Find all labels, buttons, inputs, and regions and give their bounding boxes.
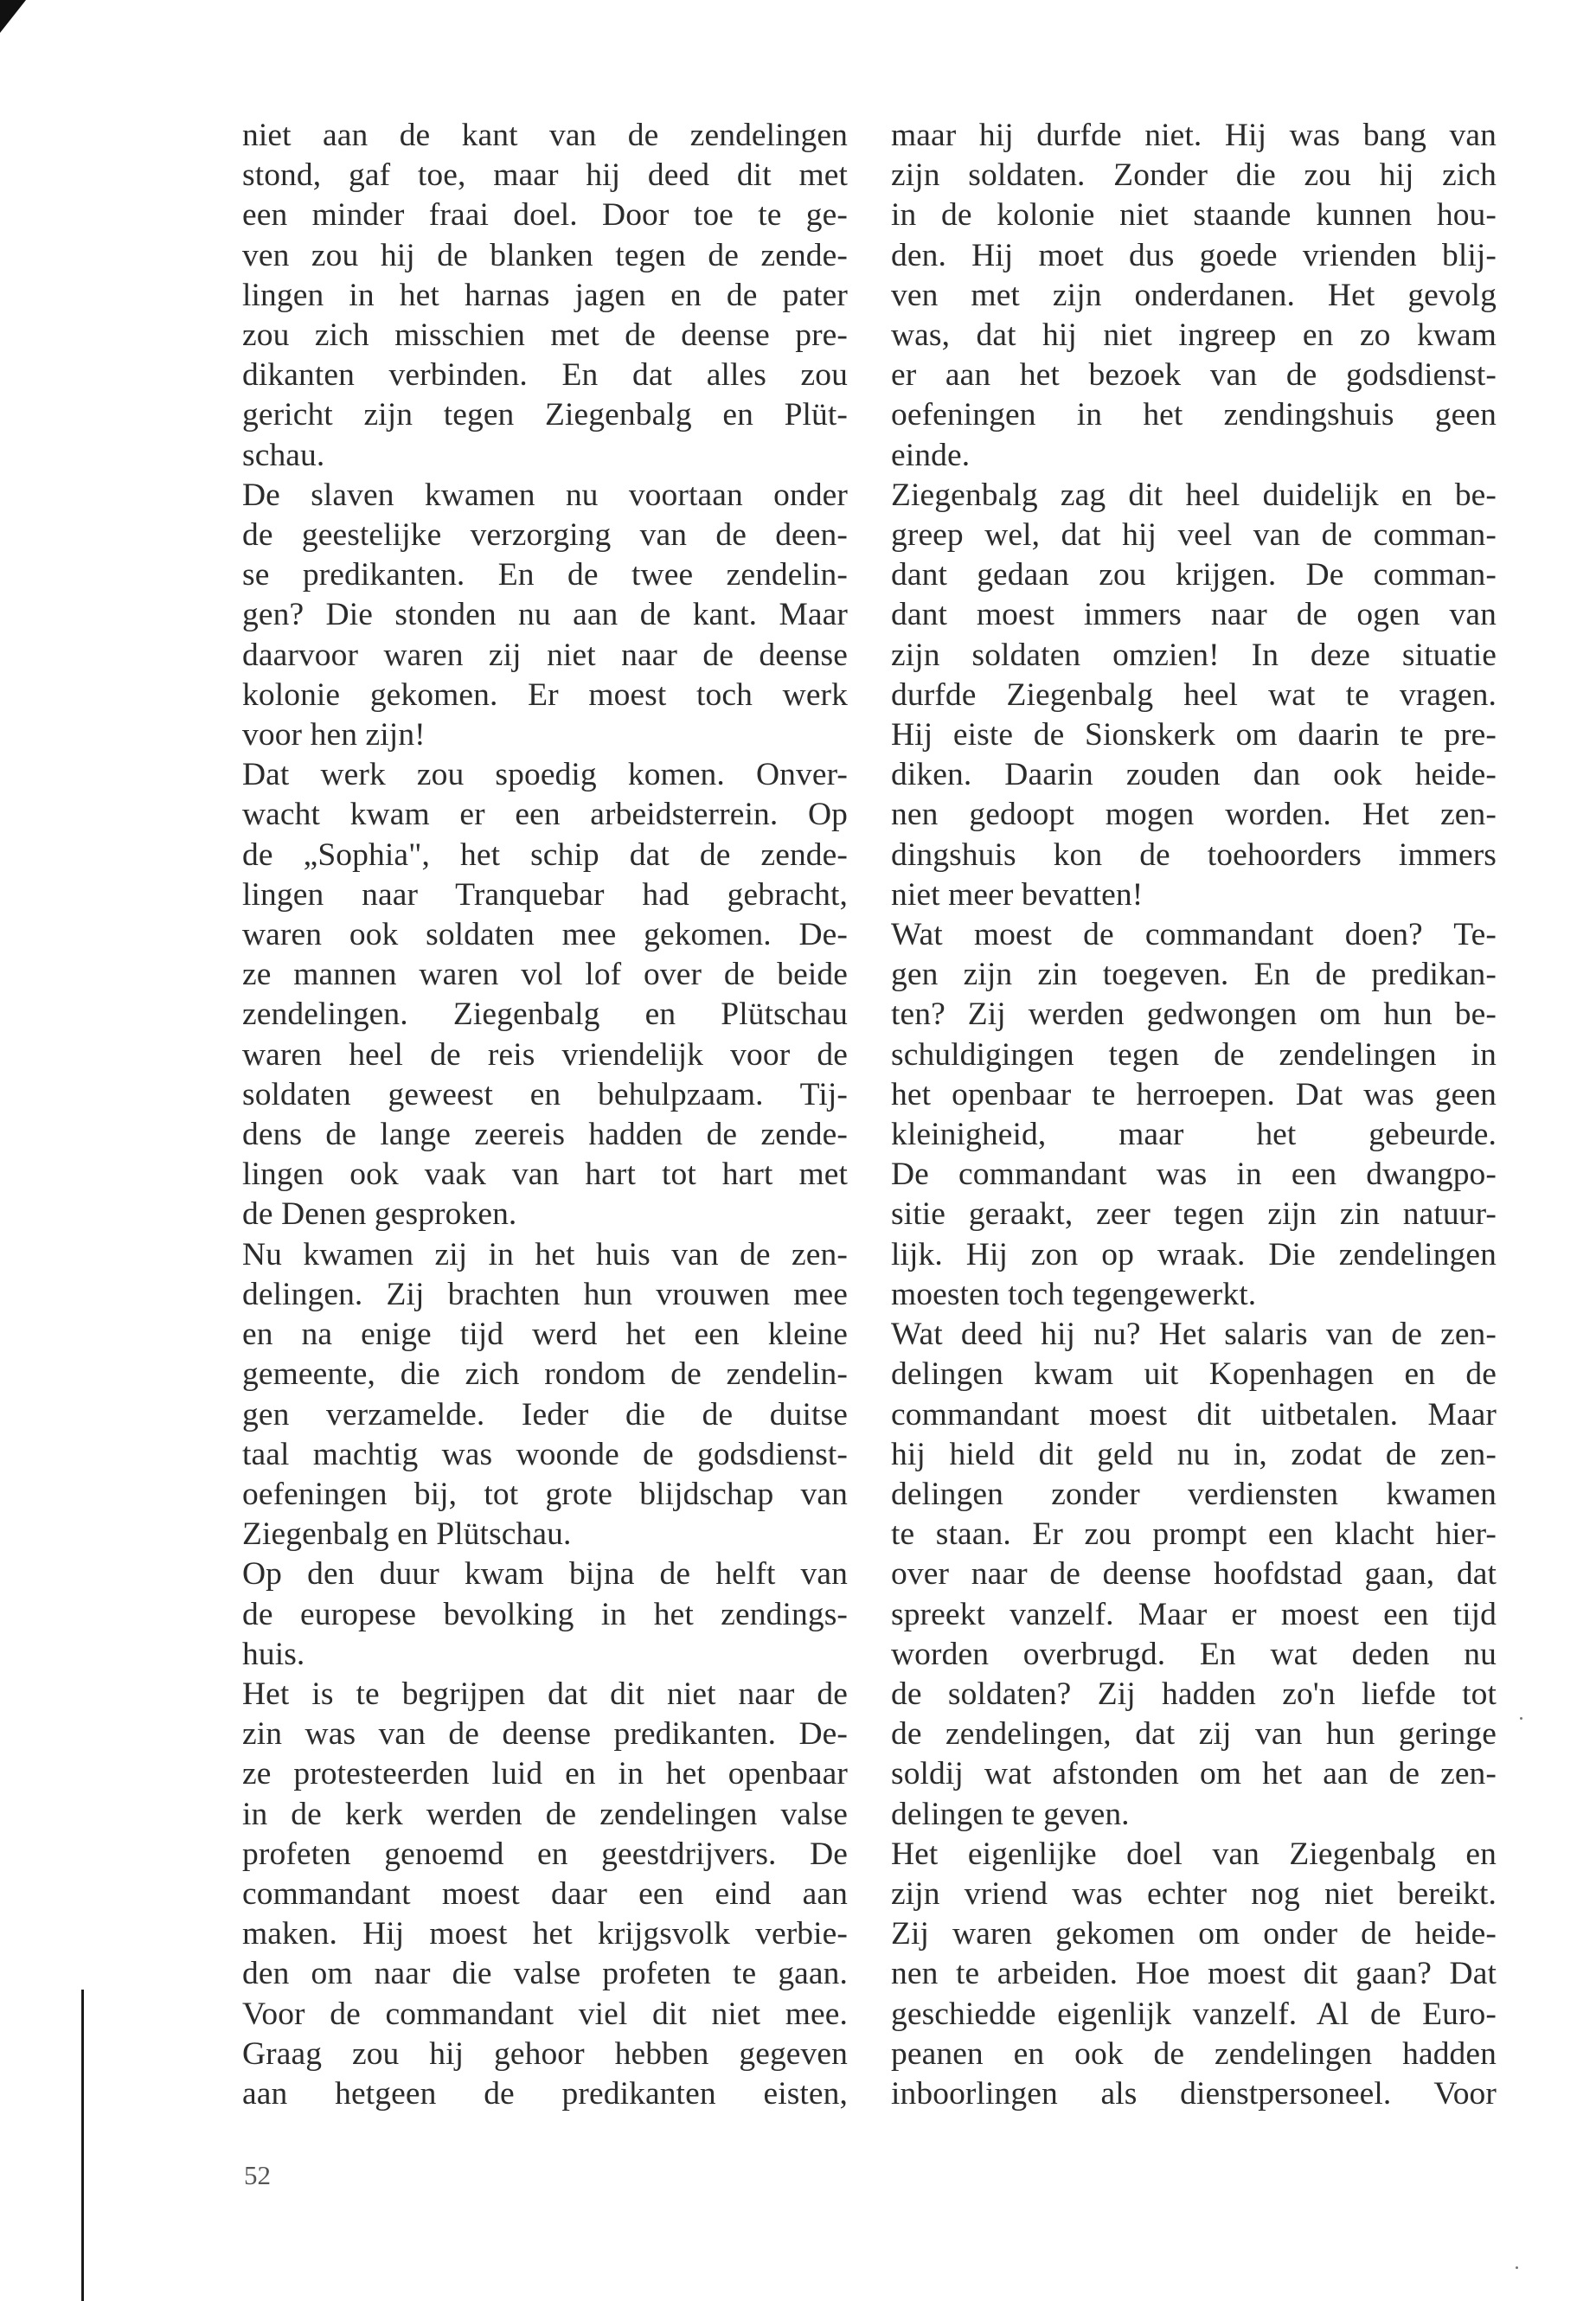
text-line: soldaten geweest en behulpzaam. Tij- — [242, 1076, 848, 1112]
text-line: schau. — [242, 437, 325, 473]
text-line: Graag zou hij gehoor hebben gegeven — [242, 2035, 848, 2072]
text-line: Wat deed hij nu? Het salaris van de zen- — [891, 1317, 1497, 1353]
text-line: schuldigingen tegen de zendelingen in — [891, 1036, 1497, 1073]
right-text-column — [891, 116, 1497, 2114]
text-line: Hij eiste de Sionskerk om daarin te pre- — [891, 717, 1497, 753]
text-line: dingshuis kon de toehoorders immers — [891, 836, 1497, 873]
text-line: kolonie gekomen. Er moest toch werk — [242, 676, 848, 713]
left-text-column — [242, 116, 848, 2114]
text-line: oefeningen bij, tot grote blijdschap van — [242, 1476, 848, 1512]
text-line: soldij wat afstonden om het aan de zen- — [891, 1756, 1497, 1792]
text-line: delingen kwam uit Kopenhagen en de — [891, 1356, 1497, 1393]
text-line: dant gedaan zou krijgen. De comman- — [891, 557, 1497, 593]
text-line: over naar de deense hoofdstad gaan, dat — [891, 1556, 1497, 1593]
text-line: ten? Zij werden gedwongen om hun be- — [891, 997, 1497, 1033]
text-line: lingen in het harnas jagen en de pater — [242, 277, 848, 313]
text-line: nen te arbeiden. Hoe moest dit gaan? Dat — [891, 1956, 1497, 1992]
text-line: gen verzamelde. Ieder die de duitse — [242, 1396, 848, 1433]
text-line: geschiedde eigenlijk vanzelf. Al de Euro- — [891, 1996, 1497, 2032]
text-line: de zendelingen, dat zij van hun geringe — [891, 1716, 1497, 1753]
text-line: de „Sophia", het schip dat de zende- — [242, 836, 848, 873]
text-line: de Denen gesproken. — [242, 1196, 517, 1233]
text-line: zijn soldaten omzien! In deze situatie — [891, 637, 1497, 673]
text-line: zou zich misschien met de deense pre- — [242, 317, 848, 354]
text-line: commandant moest daar een eind aan — [242, 1875, 848, 1912]
text-line: worden overbrugd. En wat deden nu — [891, 1636, 1497, 1672]
text-line: maar hij durfde niet. Hij was bang van — [891, 118, 1497, 153]
text-line: kleinigheid, maar het gebeurde. — [891, 1117, 1497, 1153]
text-line: wacht kwam er een arbeidsterrein. Op — [242, 797, 848, 833]
text-line: inboorlingen als dienstpersoneel. Voor — [891, 2075, 1497, 2112]
text-line: dikanten verbinden. En dat alles zou — [242, 357, 848, 394]
text-line: delingen zonder verdiensten kwamen — [891, 1476, 1497, 1512]
text-line: er aan het bezoek van de godsdienst- — [891, 357, 1497, 394]
text-line: De commandant was in een dwangpo- — [891, 1157, 1497, 1193]
text-line: profeten genoemd en geestdrijvers. De — [242, 1836, 848, 1872]
text-line: Wat moest de commandant doen? Te- — [891, 917, 1497, 953]
text-line: commandant moest dit uitbetalen. Maar — [891, 1396, 1497, 1433]
text-line: aan hetgeen de predikanten eisten, — [242, 2075, 848, 2112]
text-line: de europese bevolking in het zendings- — [242, 1596, 848, 1632]
text-line: stond, gaf toe, maar hij deed dit met — [242, 157, 848, 194]
text-line: waren ook soldaten mee gekomen. De- — [242, 917, 848, 953]
text-line: gen? Die stonden nu aan de kant. Maar — [242, 597, 848, 633]
text-line: dant moest immers naar de ogen van — [891, 597, 1497, 633]
text-line: zendelingen. Ziegenbalg en Plütschau — [242, 997, 848, 1033]
text-line: de soldaten? Zij hadden zo'n liefde tot — [891, 1676, 1497, 1712]
text-line: oefeningen in het zendingshuis geen — [891, 397, 1497, 433]
text-line: ze mannen waren vol lof over de beide — [242, 957, 848, 993]
text-line: moesten toch tegengewerkt. — [891, 1276, 1257, 1312]
text-line: zijn soldaten. Zonder die zou hij zich — [891, 157, 1497, 194]
text-line: huis. — [242, 1636, 305, 1672]
text-line: delingen te geven. — [891, 1796, 1130, 1832]
text-line: gericht zijn tegen Ziegenbalg en Plüt- — [242, 397, 848, 433]
text-line: in de kerk werden de zendelingen valse — [242, 1796, 848, 1832]
text-line: ze protesteerden luid en in het openbaar — [242, 1756, 848, 1792]
text-line: lingen naar Tranquebar had gebracht, — [242, 876, 848, 913]
text-line: een minder fraai doel. Door toe te ge- — [242, 197, 848, 234]
text-line: Nu kwamen zij in het huis van de zen- — [242, 1236, 848, 1272]
text-line: De slaven kwamen nu voortaan onder — [242, 477, 848, 513]
text-line: peanen en ook de zendelingen hadden — [891, 2035, 1497, 2072]
text-line: Het eigenlijke doel van Ziegenbalg en — [891, 1836, 1497, 1872]
text-line: en na enige tijd werd het een kleine — [242, 1317, 848, 1353]
text-line: hij hield dit geld nu in, zodat de zen- — [891, 1436, 1497, 1472]
text-line: Ziegenbalg en Plütschau. — [242, 1516, 572, 1553]
text-line: nen gedoopt mogen worden. Het zen- — [891, 797, 1497, 833]
text-line: durfde Ziegenbalg heel wat te vragen. — [891, 676, 1497, 713]
text-line: spreekt vanzelf. Maar er moest een tijd — [891, 1596, 1497, 1632]
scan-speck — [1520, 1717, 1522, 1720]
text-line: sitie geraakt, zeer tegen zijn zin natuur- — [891, 1196, 1497, 1233]
text-line: delingen. Zij brachten hun vrouwen mee — [242, 1276, 848, 1312]
text-line: Zij waren gekomen om onder de heide- — [891, 1916, 1497, 1952]
text-line: daarvoor waren zij niet naar de deense — [242, 637, 848, 673]
text-line: gen zijn zin toegeven. En de predikan- — [891, 957, 1497, 993]
text-line: den. Hij moet dus goede vrienden blij- — [891, 237, 1497, 273]
text-line: greep wel, dat hij veel van de comman- — [891, 517, 1497, 554]
text-line: de geestelijke verzorging van de deen- — [242, 517, 848, 554]
text-line: waren heel de reis vriendelijk voor de — [242, 1036, 848, 1073]
text-line: Ziegenbalg zag dit heel duidelijk en be- — [891, 477, 1497, 513]
text-line: zin was van de deense predikanten. De- — [242, 1716, 848, 1753]
text-line: lingen ook vaak van hart tot hart met — [242, 1157, 848, 1193]
text-line: Dat werk zou spoedig komen. Onver- — [242, 757, 848, 793]
text-line: was, dat hij niet ingreep en zo kwam — [891, 317, 1497, 354]
text-line: niet aan de kant van de zendelingen — [242, 118, 848, 153]
binding-edge-line — [81, 1990, 84, 2301]
text-line: ven met zijn onderdanen. Het gevolg — [891, 277, 1497, 313]
text-line: den om naar die valse profeten te gaan. — [242, 1956, 848, 1992]
text-line: niet meer bevatten! — [891, 876, 1144, 913]
text-line: zijn vriend was echter nog niet bereikt. — [891, 1875, 1497, 1912]
text-line: het openbaar te herroepen. Dat was geen — [891, 1076, 1497, 1112]
text-line: Voor de commandant viel dit niet mee. — [242, 1996, 848, 2032]
text-line: gemeente, die zich rondom de zendelin- — [242, 1356, 848, 1393]
text-line: ven zou hij de blanken tegen de zende- — [242, 237, 848, 273]
text-line: diken. Daarin zouden dan ook heide- — [891, 757, 1497, 793]
corner-mark — [0, 0, 26, 33]
text-line: taal machtig was woonde de godsdienst- — [242, 1436, 848, 1472]
text-line: voor hen zijn! — [242, 717, 426, 753]
text-line: maken. Hij moest het krijgsvolk verbie- — [242, 1916, 848, 1952]
text-line: dens de lange zeereis hadden de zende- — [242, 1117, 848, 1153]
text-line: lijk. Hij zon op wraak. Die zendelingen — [891, 1236, 1497, 1272]
text-line: se predikanten. En de twee zendelin- — [242, 557, 848, 593]
text-line: einde. — [891, 437, 971, 473]
page-number: 52 — [244, 2160, 271, 2190]
scan-speck — [1516, 2266, 1518, 2269]
text-line: in de kolonie niet staande kunnen hou- — [891, 197, 1497, 234]
text-line: Het is te begrijpen dat dit niet naar de — [242, 1676, 848, 1712]
text-line: te staan. Er zou prompt een klacht hier- — [891, 1516, 1497, 1553]
text-line: Op den duur kwam bijna de helft van — [242, 1556, 848, 1593]
